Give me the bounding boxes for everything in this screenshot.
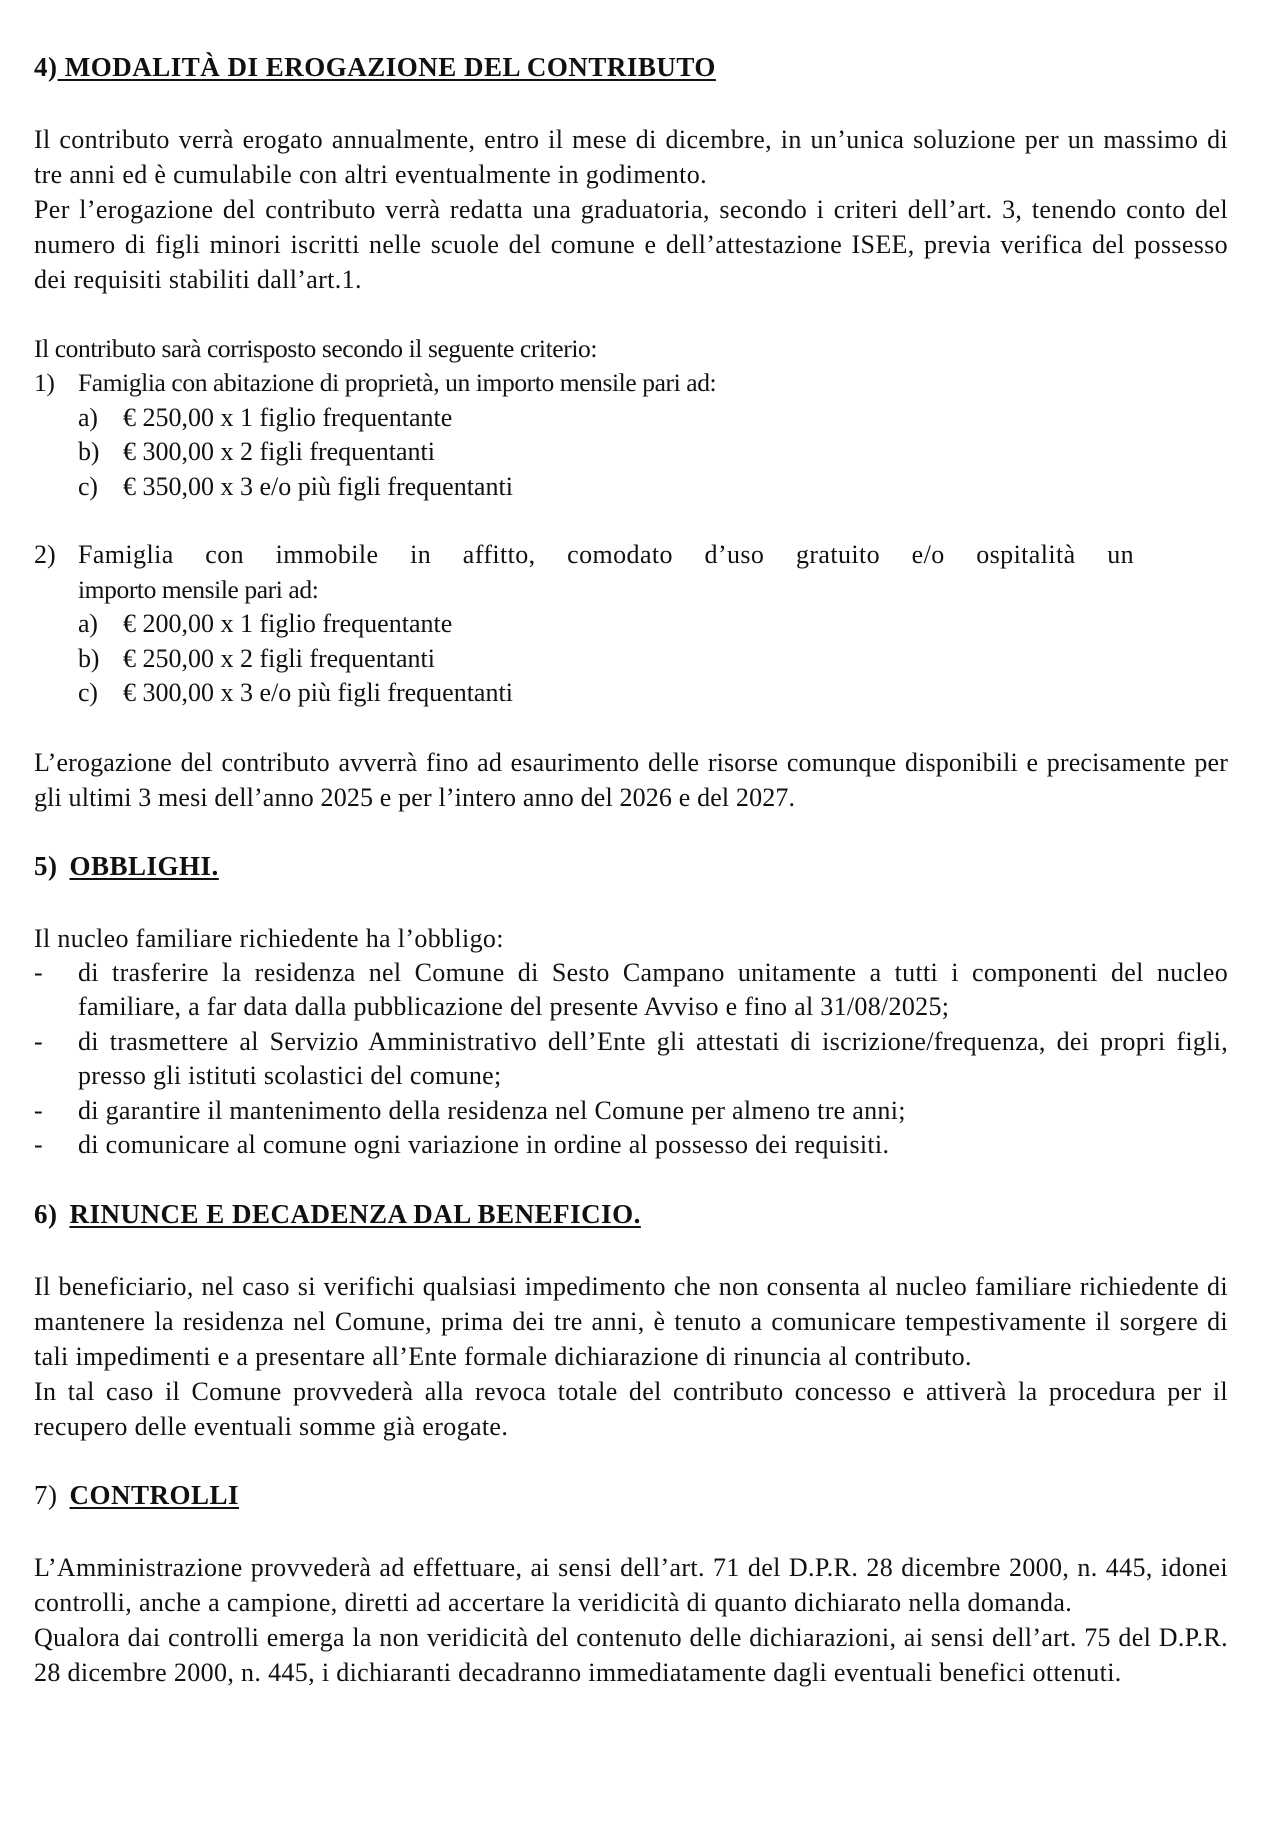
section-4-closing: L’erogazione del contributo avverrà fino ad esaurimento delle risorse comunque disponibili e precisamente per gli ultimi 3 mesi dell’anno 2025 e per l’intero anno del 2026 e del 2027.: [34, 747, 1228, 812]
bullet: -: [34, 957, 43, 987]
sub-item-letter: b): [78, 643, 100, 673]
section-5-title: OBBLIGHI.: [69, 850, 219, 881]
list-item-text-line-1: Famiglia con immobile in affitto, comodato d’uso gratuito e/o ospitalità un: [78, 540, 1134, 569]
section-7-number: 7): [34, 1479, 58, 1510]
obligation-text: di garantire il mantenimento della residenza nel Comune per almeno tre anni;: [78, 1095, 906, 1125]
obligation-text: di trasferire la residenza nel Comune di Sesto Campano unitamente a tutti i componenti del nucleo familiare, a far data dalla pubblicazione del presente Avviso e fino al 31/08/2025;: [78, 957, 1228, 1021]
section-7-paragraph-1: L’Amministrazione provvederà ad effettuare, ai sensi dell’art. 71 del D.P.R. 28 dicembre 2000, n. 445, idonei controlli, anche a campione, diretti ad accertare la veridicità di quanto dichiarato nella domanda.: [34, 1552, 1228, 1617]
section-4-criterion-intro: Il contributo sarà corrisposto secondo il seguente criterio:: [34, 334, 598, 363]
list-item: [34, 538, 1228, 573]
section-6-paragraph-2: In tal caso il Comune provvederà alla revoca totale del contributo concesso e attiverà la procedura per il recupero delle eventuali somme già erogate.: [34, 1376, 1228, 1441]
bullet: -: [34, 1026, 43, 1056]
section-7-title: CONTROLLI: [69, 1479, 240, 1510]
sub-item: [34, 401, 1228, 436]
section-5-heading: [34, 849, 1228, 883]
bullet: -: [34, 1095, 43, 1125]
sub-item-text: € 300,00 x 3 e/o più figli frequentanti: [123, 678, 513, 707]
section-5-number: 5): [34, 850, 58, 881]
list-item: [34, 366, 1228, 401]
sub-item-letter: a): [78, 609, 98, 638]
section-7-heading: [34, 1478, 1228, 1512]
section-4-paragraph-2: Per l’erogazione del contributo verrà redatta una graduatoria, secondo i criteri dell’art. 3, tenendo conto del numero di figli minori iscritti nelle scuole del comune e dell’attestazione ISEE, previa verifica del possesso dei requisiti stabiliti dall’art.1.: [34, 195, 1228, 294]
list-item-text: Famiglia con abitazione di proprietà, un importo mensile pari ad:: [78, 368, 717, 397]
sub-item-letter: a): [78, 402, 98, 432]
sub-item-text: € 200,00 x 1 figlio frequentante: [123, 609, 453, 638]
list-item-text-line-2: importo mensile pari ad:: [78, 574, 319, 604]
list-item-number: 1): [34, 368, 55, 397]
obligation-item: [34, 956, 1228, 1025]
sub-item: [34, 435, 1228, 470]
sub-item-letter: c): [78, 678, 98, 707]
sub-item: [34, 642, 1228, 677]
list-item-number: 2): [34, 540, 56, 569]
section-6-title: RINUNCE E DECADENZA DAL BENEFICIO.: [69, 1198, 641, 1229]
sub-item-text: € 300,00 x 2 figli frequentanti: [123, 437, 435, 466]
obligation-item: [34, 1128, 1228, 1163]
bullet: -: [34, 1130, 43, 1159]
section-6-paragraph-1: Il beneficiario, nel caso si verifichi qualsiasi impedimento che non consenta al nucleo familiare richiedente di mantenere la residenza nel Comune, prima dei tre anni, è tenuto a comunicare tempestivamente il sorgere di tali impedimenti e a presentare all’Ente formale dichiarazione di rinuncia al contributo.: [34, 1271, 1228, 1371]
sub-item-letter: c): [78, 471, 98, 501]
sub-item-text: € 350,00 x 3 e/o più figli frequentanti: [123, 471, 513, 501]
section-6-heading: [34, 1197, 1228, 1231]
sub-item-text: € 250,00 x 2 figli frequentanti: [123, 643, 435, 673]
sub-item: [34, 607, 1228, 642]
section-7-paragraph-2: Qualora dai controlli emerga la non veridicità del contenuto delle dichiarazioni, ai sensi dell’art. 75 del D.P.R. 28 dicembre 2000, n. 445, i dichiaranti decadranno immediatamente dagli eventuali benefici ottenuti.: [34, 1622, 1228, 1687]
section-4-title: MODALITÀ DI EROGAZIONE DEL CONTRIBUTO: [57, 52, 716, 82]
list-item-continuation: [34, 573, 1228, 608]
section-6-number: 6): [34, 1198, 58, 1229]
section-4-number: 4): [34, 52, 58, 82]
sub-item-letter: b): [78, 437, 100, 466]
obligation-text: di comunicare al comune ogni variazione in ordine al possesso dei requisiti.: [78, 1130, 890, 1159]
obligation-item: [34, 1094, 1228, 1129]
obligation-text: di trasmettere al Servizio Amministrativo dell’Ente gli attestati di iscrizione/frequenza, dei propri figli, presso gli istituti scolastici del comune;: [78, 1026, 1228, 1090]
section-4-heading: [34, 50, 1228, 84]
section-4-paragraph-1: Il contributo verrà erogato annualmente, entro il mese di dicembre, in un’unica soluzione per un massimo di tre anni ed è cumulabile con altri eventualmente in godimento.: [34, 125, 1228, 189]
obligation-item: [34, 1025, 1228, 1094]
sub-item: [34, 470, 1228, 505]
sub-item-text: € 250,00 x 1 figlio frequentante: [123, 402, 453, 432]
sub-item: [34, 676, 1228, 711]
section-5-intro: Il nucleo familiare richiedente ha l’obbligo:: [34, 923, 504, 953]
